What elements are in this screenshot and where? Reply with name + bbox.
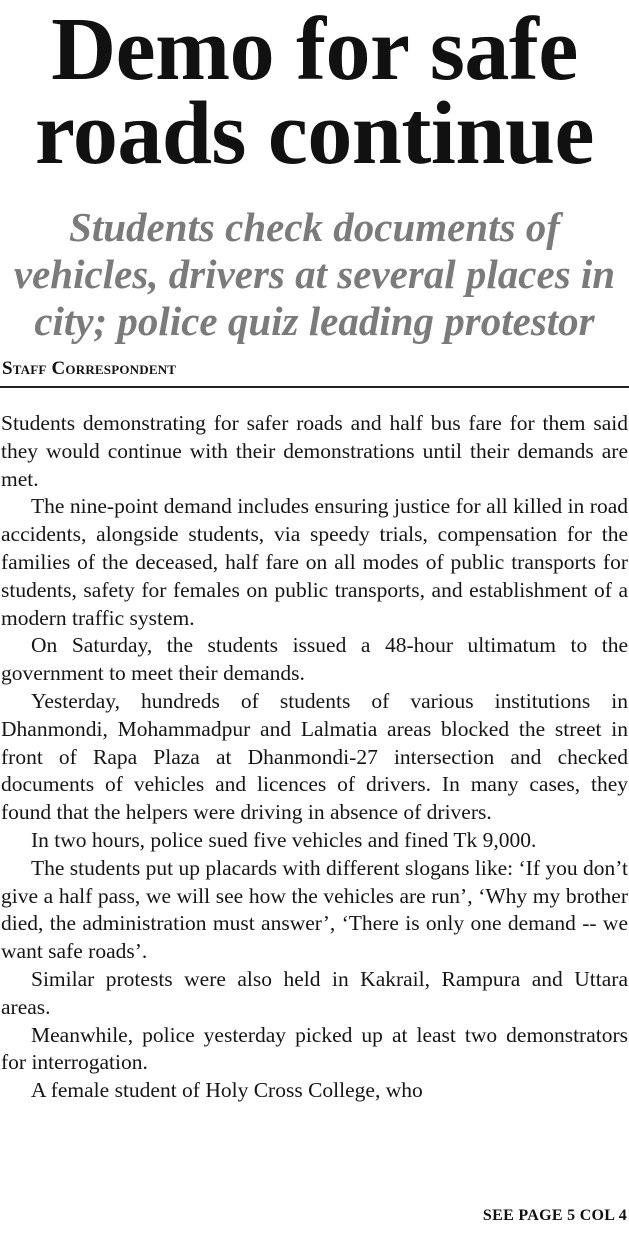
headline-line: roads continue [35,84,594,183]
article-body [1,410,628,1105]
article-paragraph: Meanwhile, police yesterday picked up at least two demonstrators for interrogation. [1,1022,628,1075]
article-paragraph: Yesterday, hundreds of students of various institutions in Dhanmondi, Mohammadpur and Lalmatia areas blocked the street in front of Rapa Plaza at Dhanmondi-27 intersection and checked documents of vehicles and licences of drivers. In many cases, they found that the helpers were driving in absence of drivers. [1,688,628,825]
article-paragraph: In two hours, police sued five vehicles and fined Tk 9,000. [31,827,537,852]
headline [0,0,629,183]
continuation-jump-line: SEE PAGE 5 COL 4 [482,1207,627,1224]
article-paragraph: The students put up placards with different slogans like: ‘If you don’t give a half pass, we will see how the vehicles are run’, ‘Why my brother died, the administration must answer’, ‘There is only one demand -- we want safe roads’. [1,855,628,964]
subheadline-line: city; police quiz leading protestor [34,298,595,344]
article-paragraph: A female student of Holy Cross College, who [31,1078,423,1103]
article-paragraph: Students demonstrating for safer roads and half bus fare for them said they would continue with their demonstrations until their demands are met. [1,411,628,491]
subheadline-line: vehicles, drivers at several places in [13,251,616,297]
article-paragraph: Similar protests were also held in Kakrail, Rampura and Uttara areas. [1,966,628,1019]
byline: Staff Correspondent [2,358,177,379]
subheadline-line: Students check documents of [69,204,560,250]
article-paragraph: On Saturday, the students issued a 48-hour ultimatum to the government to meet their demands. [1,633,628,686]
byline-divider [0,386,629,388]
headline-line: Demo for safe [51,0,578,99]
article-paragraph: The nine-point demand includes ensuring justice for all killed in road accidents, alongside students, via speedy trials, compensation for the families of the deceased, half fare on all modes of public transports for students, safety for females on public transports, and establishment of a modern traffic system. [1,494,628,630]
subheadline [0,204,629,345]
